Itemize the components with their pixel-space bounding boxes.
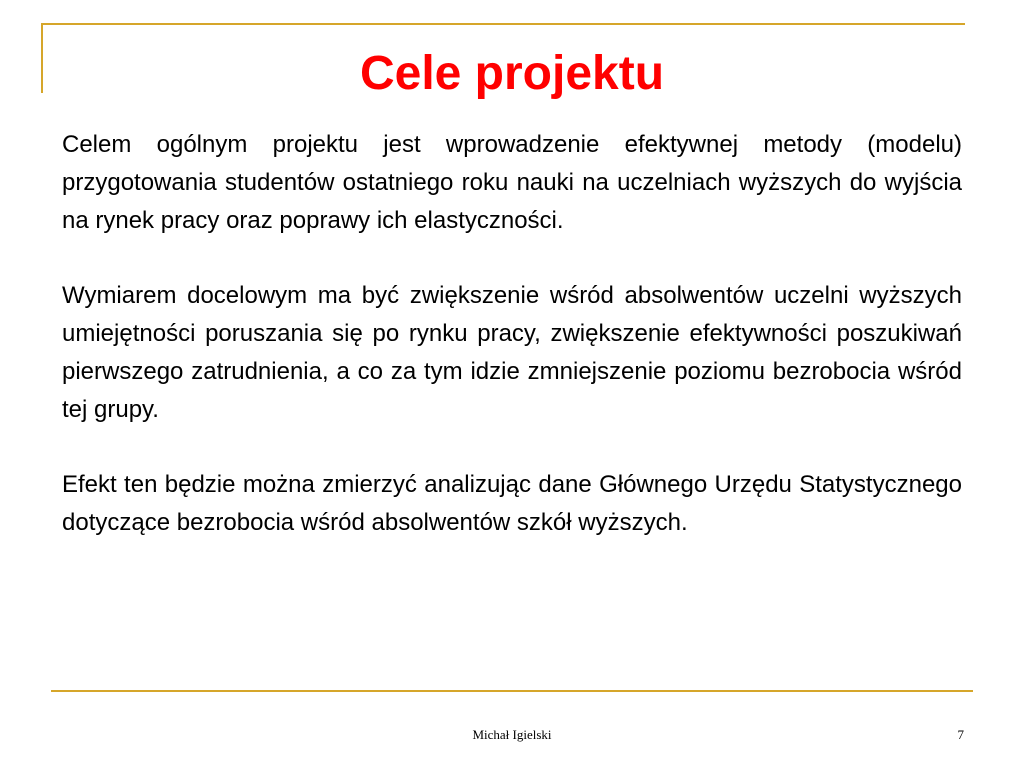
- page-number: 7: [957, 727, 964, 742]
- paragraph-target: Wymiarem docelowym ma być zwiększenie wśród absolwentów uczelni wyższych umiejętności poruszania się po rynku pracy, zwiększenie efektywności poszukiwań pierwszego zatrudnienia, a co za tym idzie zmniejszenie poziomu bezrobocia wśród tej grupy.: [62, 282, 962, 423]
- frame-bottom-line: [51, 690, 973, 692]
- footer-author: Michał Igielski: [472, 727, 552, 742]
- paragraph-measurement: Efekt ten będzie można zmierzyć analizując dane Głównego Urzędu Statystycznego dotyczące bezrobocia wśród absolwentów szkół wyższych.: [62, 471, 962, 536]
- slide-title: Cele projektu: [359, 47, 665, 100]
- paragraph-goal: Celem ogólnym projektu jest wprowadzenie efektywnej metody (modelu) przygotowania studentów ostatniego roku nauki na uczelniach wyższych do wyjścia na rynek pracy oraz poprawy ich elastyczności.: [62, 131, 962, 234]
- frame-top-line: [41, 23, 965, 25]
- slide-body: [62, 126, 962, 579]
